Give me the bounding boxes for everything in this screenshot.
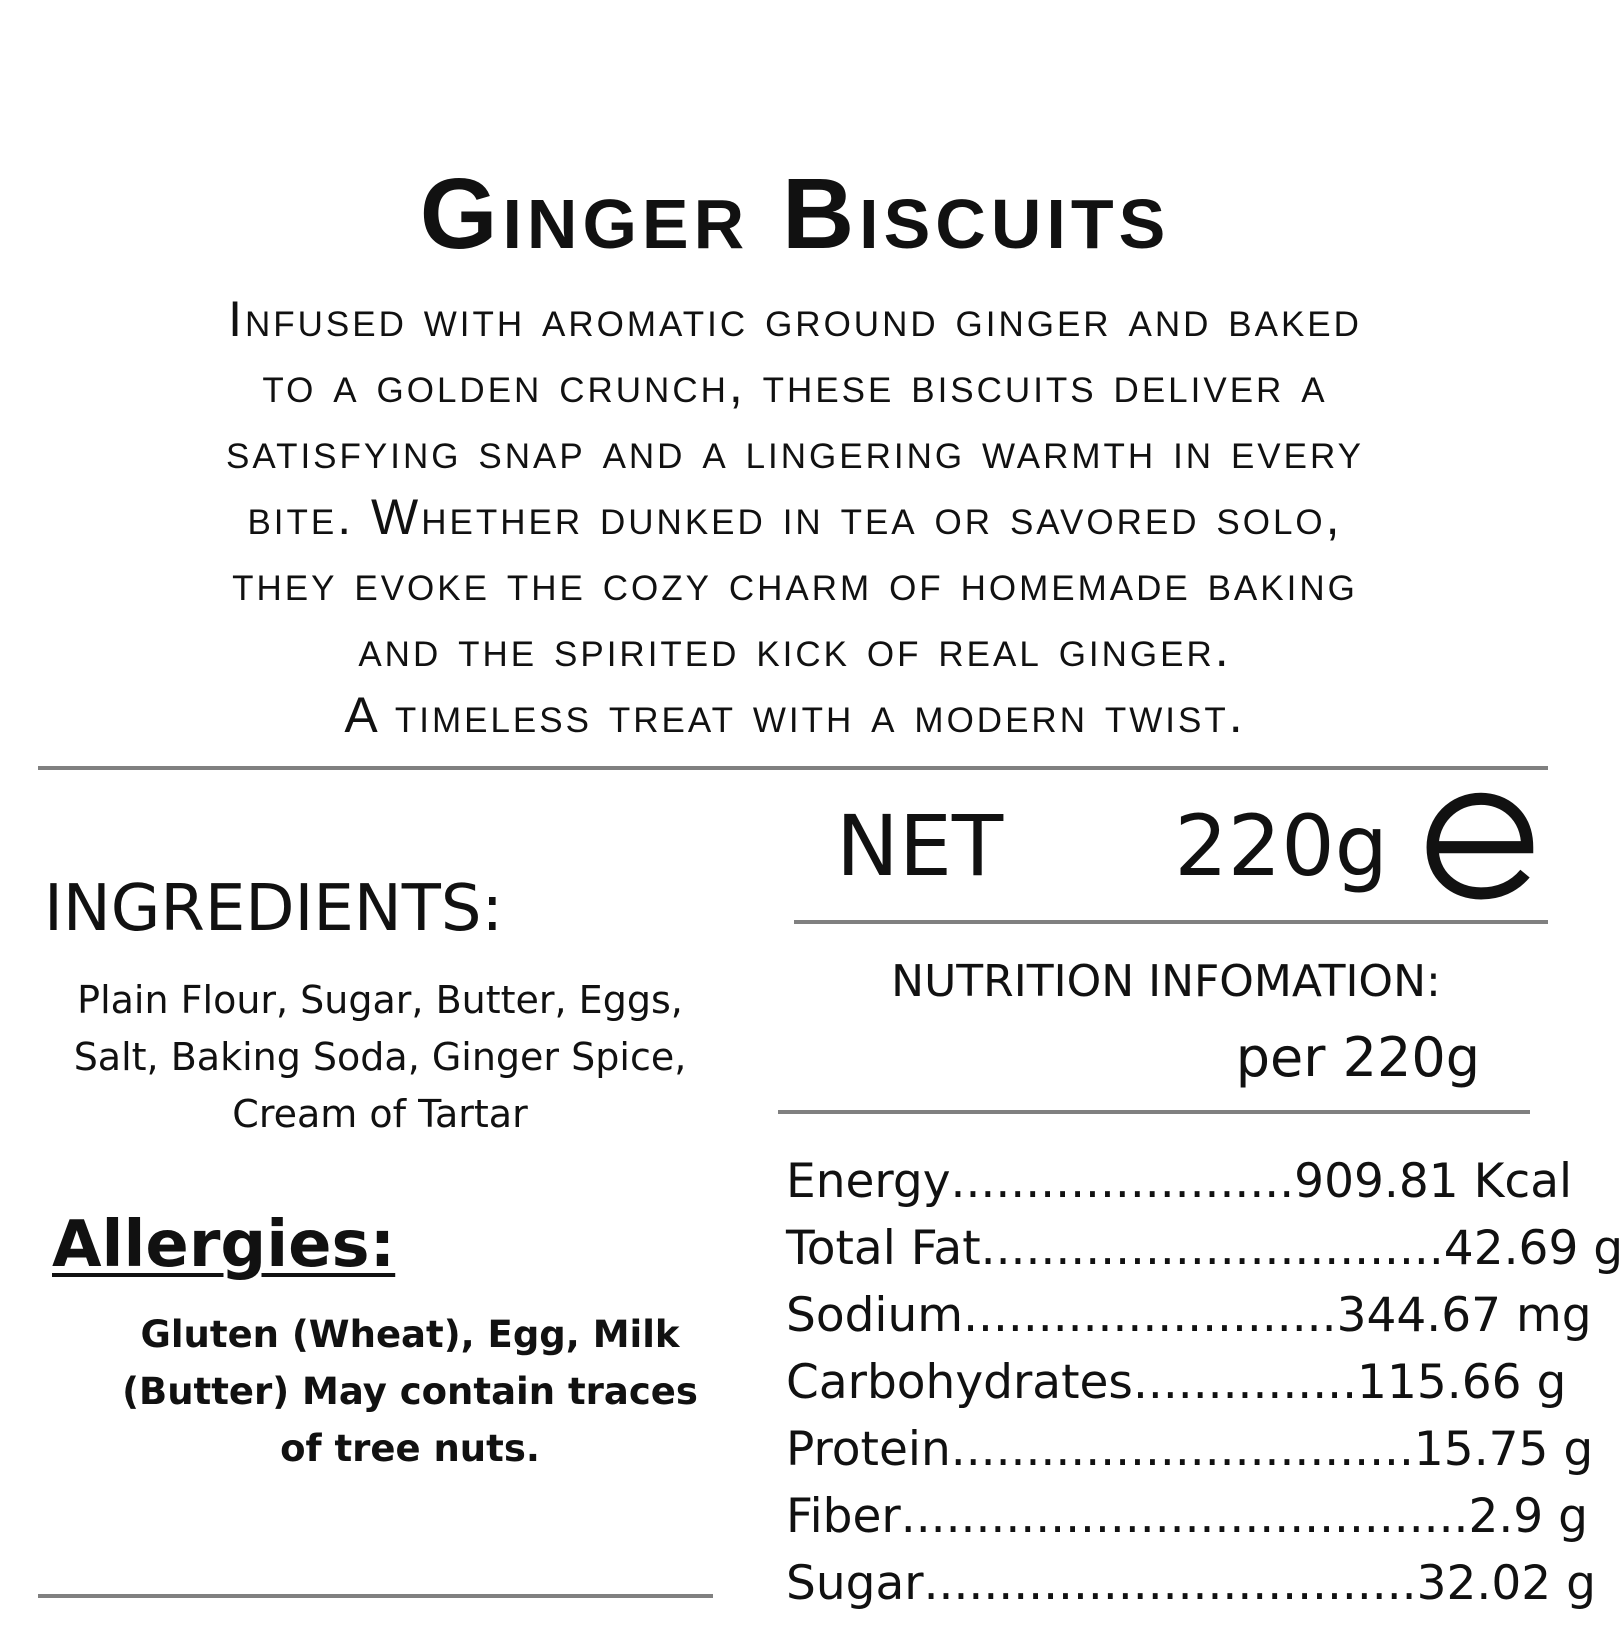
- nutrition-row-protein: [786, 1416, 1594, 1483]
- description-line: they evoke the cozy charm of homemade baking: [232, 555, 1358, 611]
- nutrient-label: Protein: [786, 1422, 951, 1477]
- allergies-heading: Allergies:: [52, 1208, 396, 1282]
- nutrition-heading: NUTRITION INFOMATION:: [891, 956, 1441, 1007]
- nutrient-value: 15.75 g: [1413, 1422, 1594, 1477]
- nutrient-label: Sugar: [786, 1556, 924, 1611]
- nutrient-value: 2.9 g: [1468, 1489, 1588, 1544]
- nutrient-value: 909.81 Kcal: [1294, 1154, 1573, 1209]
- description-line: satisfying snap and a lingering warmth in every: [225, 423, 1364, 479]
- description-line: bite. Whether dunked in tea or savored solo,: [247, 489, 1343, 545]
- nutrient-value: 344.67 mg: [1336, 1288, 1592, 1343]
- nutrition-row-total-fat: [786, 1215, 1623, 1282]
- nutrition-row-sugar: [786, 1550, 1596, 1617]
- nutrient-value: 115.66 g: [1357, 1355, 1567, 1410]
- leader-dots: .................................: [923, 1556, 1417, 1611]
- divider-nutrition: [778, 1110, 1530, 1114]
- description-line: A timeless treat with a modern twist.: [344, 687, 1246, 743]
- description-line: to a golden crunch, these biscuits deliver a: [262, 357, 1328, 413]
- leader-dots: .........................: [963, 1288, 1337, 1343]
- ingredients-list: Plain Flour, Sugar, Butter, Eggs, Salt, Baking Soda, Ginger Spice, Cream of Tartar: [73, 978, 687, 1136]
- leader-dots: ......................................: [900, 1489, 1469, 1544]
- divider-top: [38, 766, 1548, 770]
- ingredients-heading: INGREDIENTS:: [44, 872, 503, 946]
- nutrient-label: Energy: [786, 1154, 951, 1209]
- nutrition-row-sodium: [786, 1282, 1592, 1349]
- nutrient-value: 42.69 g: [1443, 1221, 1623, 1276]
- product-description: [40, 286, 1550, 748]
- nutrient-value: 32.02 g: [1416, 1556, 1596, 1611]
- nutrition-row-fiber: [786, 1483, 1588, 1550]
- leader-dots: ...............: [1132, 1355, 1358, 1410]
- net-weight: 220g: [1174, 797, 1388, 895]
- estimated-sign-icon: [1426, 790, 1536, 900]
- leader-dots: ...............................: [980, 1221, 1444, 1276]
- divider-net: [794, 920, 1548, 924]
- nutrient-label: Sodium: [786, 1288, 964, 1343]
- nutrition-row-energy: [786, 1148, 1573, 1215]
- leader-dots: ...............................: [950, 1422, 1414, 1477]
- nutrition-table: [786, 1148, 1623, 1617]
- net-label: NET: [836, 797, 1004, 895]
- nutrient-label: Total Fat: [786, 1221, 981, 1276]
- product-title: Ginger Biscuits: [419, 158, 1171, 270]
- nutrition-row-carbohydrates: [786, 1349, 1567, 1416]
- description-line: Infused with aromatic ground ginger and baked: [228, 291, 1362, 347]
- nutrient-label: Carbohydrates: [786, 1355, 1133, 1410]
- allergies-text: Gluten (Wheat), Egg, Milk (Butter) May contain traces of tree nuts.: [122, 1313, 698, 1470]
- leader-dots: .......................: [950, 1154, 1295, 1209]
- nutrient-label: Fiber: [786, 1489, 901, 1544]
- nutrition-per-amount: per 220g: [1235, 1026, 1480, 1089]
- description-line: and the spirited kick of real ginger.: [358, 621, 1232, 677]
- divider-bottom-left: [38, 1594, 713, 1598]
